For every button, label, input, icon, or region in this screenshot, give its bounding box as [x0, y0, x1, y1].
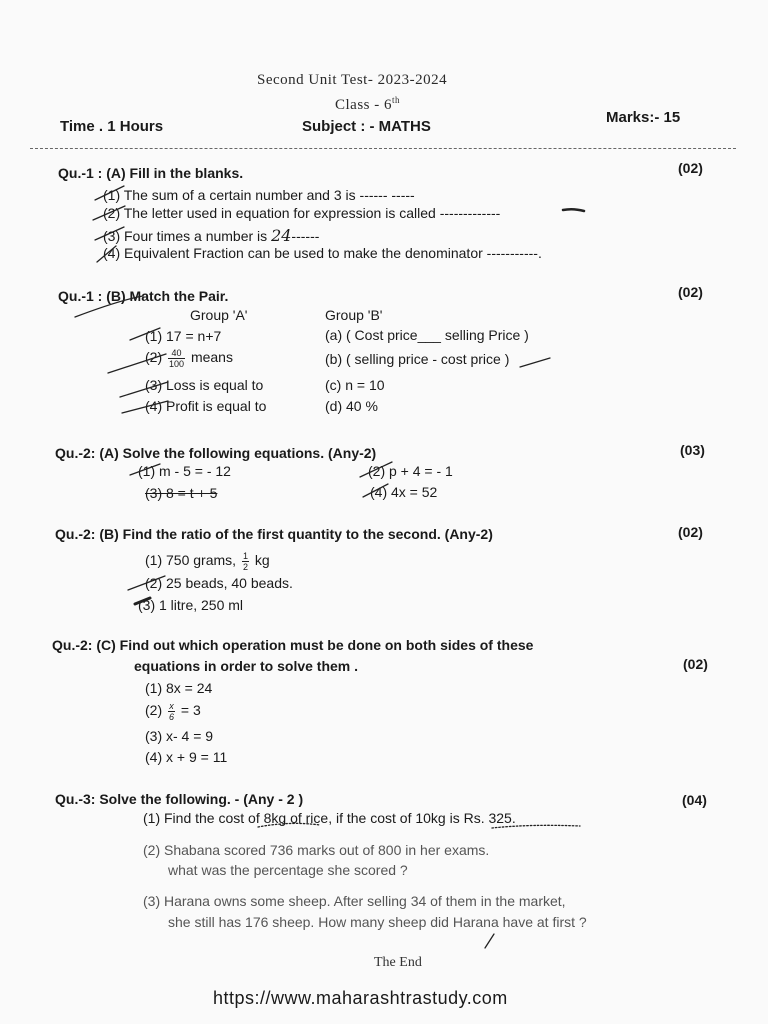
tick-mark	[120, 382, 168, 397]
pen-stroke	[563, 209, 584, 211]
q1b-title: Qu.-1 : (B) Match the Pair.	[58, 288, 229, 304]
tick-mark	[128, 576, 165, 590]
q2a-marks: (03)	[680, 442, 705, 458]
q3-item-2-line-1: (2) Shabana scored 736 marks out of 800 in her exams.	[143, 842, 490, 858]
class-sup: th	[392, 95, 401, 105]
q2b-item-2: (2) 25 beads, 40 beads.	[145, 575, 293, 591]
q2a-item-2: (2) p + 4 = - 1	[368, 463, 453, 479]
pen-underline	[258, 823, 320, 827]
q1b-a-4: (4) Profit is equal to	[145, 398, 267, 414]
the-end-text: The End	[374, 955, 422, 970]
q1a-item-3-text: (3) Four times a number is	[103, 228, 268, 244]
q1a-item-4: (4) Equivalent Fraction can be used to make the denominator -----------.	[103, 245, 542, 261]
tick-mark	[135, 598, 150, 604]
fraction-den: 2	[242, 562, 248, 572]
q2c-marks: (02)	[683, 656, 708, 672]
q2a-item-1: (1) m - 5 = - 12	[138, 463, 231, 479]
q3-title: Qu.-3: Solve the following. - (Any - 2 )	[55, 791, 304, 807]
fraction-num: 1	[242, 551, 248, 561]
group-a-heading: Group 'A'	[190, 307, 248, 323]
q2c-item-3: (3) x- 4 = 9	[145, 728, 214, 744]
tick-mark	[122, 401, 168, 413]
q1b-a-3: (3) Loss is equal to	[145, 377, 264, 393]
fraction-den: 100	[169, 359, 185, 369]
q3-item-3-line-1: (3) Harana owns some sheep. After selling 34 of them in the market,	[143, 893, 566, 909]
group-b-heading: Group 'B'	[325, 307, 383, 323]
q1b-a-2-label: (2)	[145, 349, 163, 366]
q1a-tail-3: ------	[291, 228, 320, 244]
subject-label: Subject : - MATHS	[302, 118, 431, 135]
q2a-item-3: (3) 8 = t + 5	[145, 485, 218, 501]
pen-stroke	[75, 296, 143, 317]
q1b-a-1: (1) 17 = n+7	[145, 328, 222, 344]
fraction-num: 40	[168, 348, 185, 359]
q2c-item-2-pre: (2)	[145, 702, 163, 719]
q1b-a-2-text: means	[190, 349, 233, 366]
test-title: Second Unit Test- 2023-2024	[257, 72, 448, 88]
tick-mark	[95, 227, 124, 240]
q1a-title: Qu.-1 : (A) Fill in the blanks.	[58, 165, 244, 181]
q2c-item-2-post: = 3	[180, 702, 201, 719]
pen-stroke	[485, 934, 494, 948]
q2c-item-4: (4) x + 9 = 11	[145, 749, 228, 765]
tick-mark	[130, 464, 160, 475]
marks-label: Marks:- 15	[606, 109, 681, 126]
q2b-item-1-post: kg	[254, 552, 270, 569]
footer-url-link[interactable]: https://www.maharashtrastudy.com	[213, 988, 508, 1008]
tick-mark	[363, 484, 388, 497]
q2b-title: Qu.-2: (B) Find the ratio of the first quantity to the second. (Any-2)	[55, 526, 493, 542]
q1a-item-2: (2) The letter used in equation for expression is called -------------	[103, 205, 501, 221]
q1b-marks: (02)	[678, 284, 703, 300]
fraction-num: x	[169, 701, 174, 711]
q2c-title-line-2: equations in order to solve them .	[134, 658, 359, 674]
fraction-den: 6	[169, 712, 175, 722]
class-text: Class - 6	[335, 97, 392, 113]
q1b-b-4: (d) 40 %	[325, 398, 378, 414]
tick-mark	[130, 328, 160, 340]
tick-mark	[108, 354, 166, 373]
q1a-answer-3: 24	[271, 226, 292, 245]
q1b-b-3: (c) n = 10	[325, 377, 385, 393]
q2b-item-1-pre: (1) 750 grams,	[145, 552, 237, 569]
pen-underline	[492, 825, 580, 828]
q1b-b-2: (b) ( selling price - cost price )	[325, 351, 510, 367]
q3-item-1: (1) Find the cost of 8kg of rice, if the cost of 10kg is Rs. 325.	[143, 810, 516, 826]
tick-mark	[95, 186, 124, 200]
q1a-item-1: (1) The sum of a certain number and 3 is ------ -----	[103, 187, 415, 203]
q3-marks: (04)	[682, 792, 707, 808]
q1b-b-1: (a) ( Cost price___ selling Price )	[325, 327, 529, 343]
q2c-title-line-1: Qu.-2: (C) Find out which operation must be done on both sides of these	[52, 637, 534, 653]
pen-stroke	[520, 358, 550, 367]
tick-mark	[93, 206, 125, 220]
q2b-item-3: (3) 1 litre, 250 ml	[138, 597, 244, 613]
time-label: Time . 1 Hours	[60, 118, 164, 135]
tick-mark	[97, 246, 116, 262]
q3-item-2-line-2: what was the percentage she scored ?	[168, 862, 408, 878]
q2a-item-4: (4) 4x = 52	[370, 484, 438, 500]
q1a-marks: (02)	[678, 160, 703, 176]
q2c-item-1: (1) 8x = 24	[145, 680, 213, 696]
tick-mark	[360, 462, 392, 477]
q2b-marks: (02)	[678, 524, 703, 540]
q2a-title: Qu.-2: (A) Solve the following equations. (Any-2)	[55, 445, 377, 461]
q3-item-3-line-2: she still has 176 sheep. How many sheep did Harana have at first ?	[168, 914, 587, 930]
